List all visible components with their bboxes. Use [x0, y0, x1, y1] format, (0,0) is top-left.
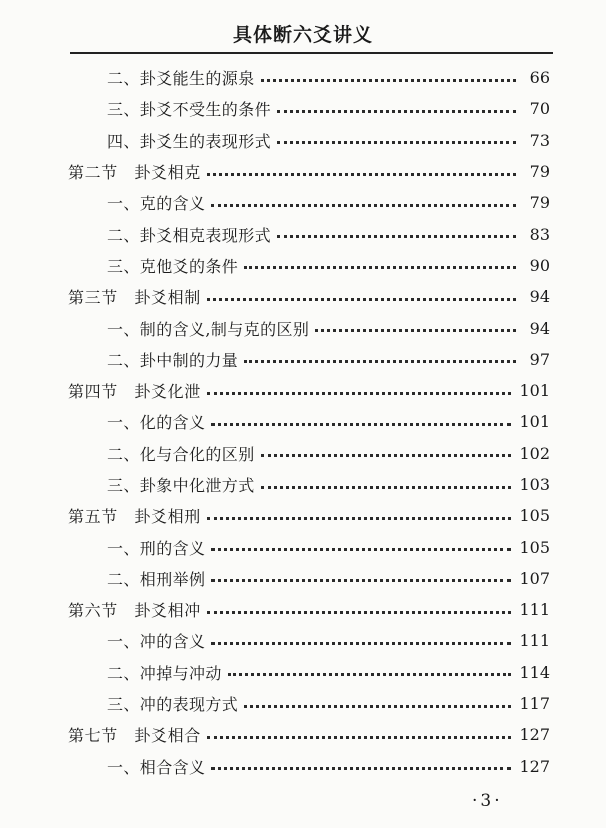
dot-leader [207, 735, 512, 739]
dot-leader [244, 265, 516, 269]
toc-subsection-entry [0, 312, 606, 343]
dot-leader [211, 578, 511, 582]
toc-entry-page: 79 [529, 193, 550, 213]
toc-entry-label: 三、卦爻不受生的条件 [107, 100, 272, 120]
toc-entry-label: 三、卦象中化泄方式 [107, 476, 255, 495]
page-number: ·3· [472, 791, 503, 811]
toc-entry-page: 90 [529, 255, 550, 275]
toc-subsection-entry [0, 62, 606, 93]
dot-leader [211, 203, 516, 207]
toc-entry-label: 二、冲掉与冲动 [107, 663, 222, 683]
toc-section-entry [0, 719, 606, 750]
toc-entry-page: 70 [529, 99, 550, 119]
dot-leader [277, 109, 516, 113]
toc-entry-label: 一、克的含义 [107, 194, 206, 214]
dot-leader [244, 704, 511, 708]
toc-section-entry [0, 500, 606, 531]
header-rule [70, 52, 553, 54]
toc-subsection-entry [0, 406, 606, 437]
toc-entry-label: 二、卦爻能生的源泉 [107, 69, 255, 89]
toc-subsection-entry [0, 531, 606, 562]
toc-subsection-entry [0, 563, 606, 594]
toc-entry-label: 第三节 卦爻相制 [68, 288, 201, 308]
toc-subsection-entry [0, 625, 606, 656]
toc-subsection-entry [0, 344, 606, 375]
dot-leader [228, 672, 512, 676]
toc-entry-page: 102 [519, 443, 550, 463]
toc-entry-page: 111 [519, 600, 550, 620]
toc-entry-page: 94 [529, 318, 550, 338]
toc-subsection-entry [0, 469, 606, 500]
toc-subsection-entry [0, 688, 606, 719]
toc-subsection-entry [0, 218, 606, 249]
toc-entry-label: 二、卦中制的力量 [107, 350, 239, 370]
toc-entry-page: 97 [529, 349, 550, 369]
dot-leader [207, 172, 516, 176]
toc-entry-page: 79 [529, 162, 550, 182]
toc-entry-label: 三、克他爻的条件 [107, 256, 239, 276]
toc-entry-label: 第五节 卦爻相刑 [68, 507, 201, 527]
toc-entry-page: 114 [519, 662, 550, 682]
toc-entry-label: 第二节 卦爻相克 [68, 163, 201, 183]
toc-subsection-entry [0, 93, 606, 124]
dot-leader [277, 140, 516, 144]
dot-leader [211, 547, 511, 551]
toc-entry-page: 94 [529, 287, 550, 307]
toc-entry-page: 103 [519, 475, 550, 494]
toc-subsection-entry [0, 751, 606, 782]
toc-entry-page: 105 [519, 506, 550, 526]
toc-entry-label: 三、冲的表现方式 [107, 695, 239, 715]
toc-entry-page: 101 [519, 381, 550, 401]
toc-entry-label: 二、卦爻相克表现形式 [107, 225, 272, 245]
toc-entry-label: 第四节 卦爻化泄 [68, 382, 201, 402]
toc-subsection-entry [0, 438, 606, 469]
dot-leader [211, 422, 511, 426]
dot-leader [315, 328, 516, 332]
toc-subsection-entry [0, 657, 606, 688]
toc-entry-label: 第六节 卦爻相冲 [68, 601, 201, 621]
toc-entry-page: 66 [529, 68, 550, 88]
toc-entry-page: 127 [519, 725, 550, 745]
toc-section-entry [0, 156, 606, 187]
dot-leader [207, 391, 512, 395]
toc-subsection-entry [0, 125, 606, 156]
toc-section-entry [0, 375, 606, 406]
toc-entry-page: 83 [529, 224, 550, 244]
toc-entry-page: 117 [519, 694, 550, 714]
toc-entry-page: 105 [519, 537, 550, 557]
dot-leader [261, 485, 512, 489]
toc-entry-label: 二、相刑举例 [107, 569, 206, 589]
dot-leader [207, 297, 516, 301]
toc-entry-page: 111 [519, 631, 550, 651]
toc-subsection-entry [0, 250, 606, 281]
dot-leader [207, 516, 512, 520]
toc-entry-page: 107 [519, 568, 550, 588]
dot-leader [261, 453, 512, 457]
toc-entry-label: 二、化与合化的区别 [107, 444, 255, 464]
toc-entry-label: 一、化的含义 [107, 413, 206, 433]
toc-entry-page: 101 [519, 412, 550, 432]
toc-entry-label: 一、制的含义,制与克的区别 [107, 319, 310, 339]
dot-leader [211, 641, 511, 645]
dot-leader [244, 359, 516, 363]
toc-entry-label: 四、卦爻生的表现形式 [107, 131, 272, 151]
toc-subsection-entry [0, 187, 606, 218]
table-of-contents [0, 62, 606, 782]
dot-leader [211, 766, 511, 770]
toc-entry-label: 一、刑的含义 [107, 538, 206, 558]
dot-leader [207, 610, 512, 614]
toc-entry-label: 一、相合含义 [107, 757, 206, 777]
toc-entry-page: 73 [529, 130, 550, 150]
dot-leader [261, 78, 516, 82]
toc-entry-label: 第七节 卦爻相合 [68, 726, 201, 746]
toc-section-entry [0, 281, 606, 312]
toc-entry-page: 127 [519, 756, 550, 776]
page-header-title: 具体断六爻讲义 [232, 24, 373, 46]
dot-leader [277, 234, 516, 238]
toc-entry-label: 一、冲的含义 [107, 632, 206, 652]
toc-section-entry [0, 594, 606, 625]
